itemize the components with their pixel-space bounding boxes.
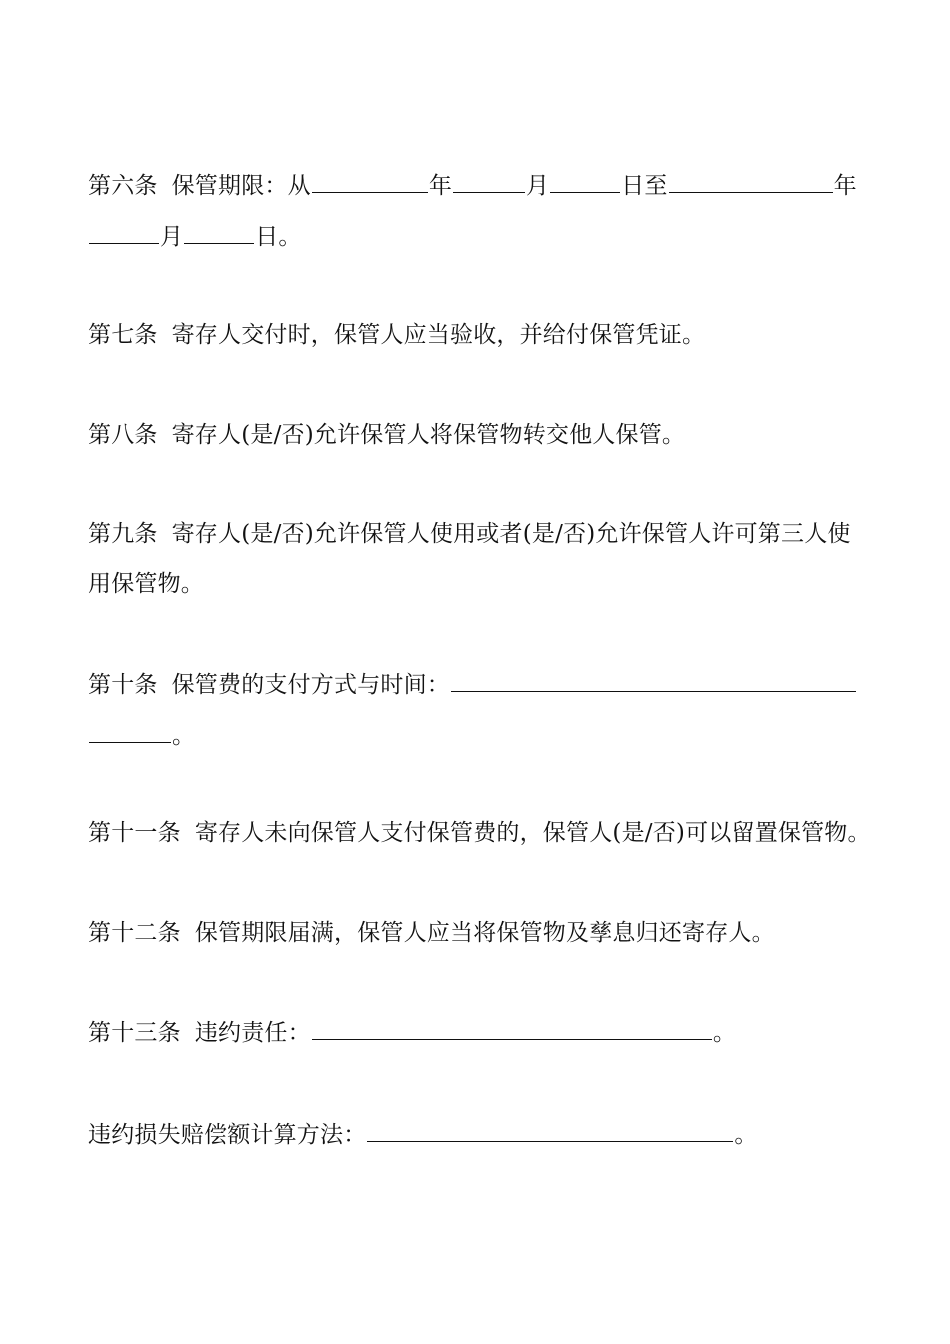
- clause-6-month-label: 月: [526, 173, 550, 199]
- clause-13: [88, 1017, 736, 1048]
- end-year-blank[interactable]: [669, 170, 833, 193]
- clause-12-text: 保管期限届满，保管人应当将保管物及孳息归还寄存人。: [194, 920, 775, 946]
- clause-7-label: 第七条: [88, 322, 158, 348]
- clause-11: [88, 818, 871, 848]
- clause-12: [88, 918, 775, 948]
- clause-6-end-year-label: 年: [833, 173, 857, 199]
- compensation-method-blank[interactable]: [367, 1119, 733, 1142]
- clause-7: [88, 320, 705, 350]
- clause-13-text: 违约责任：: [194, 1020, 311, 1046]
- compensation-line: [88, 1119, 758, 1150]
- start-year-blank[interactable]: [312, 170, 428, 193]
- start-day-blank[interactable]: [550, 170, 620, 193]
- clause-6-year-label: 年: [428, 173, 453, 199]
- compensation-end: 。: [734, 1122, 758, 1148]
- clause-6-day-to-label: 日至: [621, 173, 668, 199]
- clause-9-label: 第九条: [88, 521, 158, 547]
- clause-9-line-2: [88, 569, 204, 599]
- clause-7-text: 寄存人交付时，保管人应当验收，并给付保管凭证。: [171, 322, 706, 348]
- clause-12-label: 第十二条: [88, 920, 181, 946]
- clause-8: [88, 420, 685, 450]
- clause-9-text-1: 寄存人(是/否)允许保管人使用或者(是/否)允许保管人许可第三人使: [171, 521, 851, 547]
- clause-6-line-2: [88, 221, 302, 252]
- clause-6-line-1: [88, 170, 857, 201]
- clause-13-end: 。: [712, 1020, 737, 1046]
- clause-6-end-day-label: 日。: [255, 224, 302, 250]
- clause-6-end-month-label: 月: [160, 224, 184, 250]
- end-month-blank[interactable]: [89, 221, 159, 244]
- clause-10-label: 第十条: [88, 672, 158, 698]
- clause-9-text-2: 用保管物。: [88, 571, 204, 597]
- clause-8-label: 第八条: [88, 422, 158, 448]
- liability-blank[interactable]: [312, 1017, 712, 1040]
- start-month-blank[interactable]: [453, 170, 525, 193]
- payment-method-blank-continued[interactable]: [89, 720, 171, 743]
- clause-8-text: 寄存人(是/否)允许保管人将保管物转交他人保管。: [171, 422, 686, 448]
- compensation-text: 违约损失赔偿额计算方法：: [88, 1122, 367, 1148]
- clause-6-label: 第六条: [88, 173, 158, 199]
- end-day-blank[interactable]: [184, 221, 254, 244]
- payment-method-blank[interactable]: [451, 669, 856, 692]
- clause-13-label: 第十三条: [88, 1020, 181, 1046]
- clause-6-text-from: 保管期限：从: [171, 173, 311, 199]
- clause-11-text: 寄存人未向保管人支付保管费的，保管人(是/否)可以留置保管物。: [194, 820, 871, 846]
- clause-9-line-1: [88, 519, 851, 549]
- clause-10-line-1: [88, 669, 857, 700]
- clause-10-end: 。: [172, 723, 196, 749]
- clause-11-label: 第十一条: [88, 820, 181, 846]
- clause-10-line-2: [88, 720, 195, 751]
- clause-10-text: 保管费的支付方式与时间：: [171, 672, 451, 698]
